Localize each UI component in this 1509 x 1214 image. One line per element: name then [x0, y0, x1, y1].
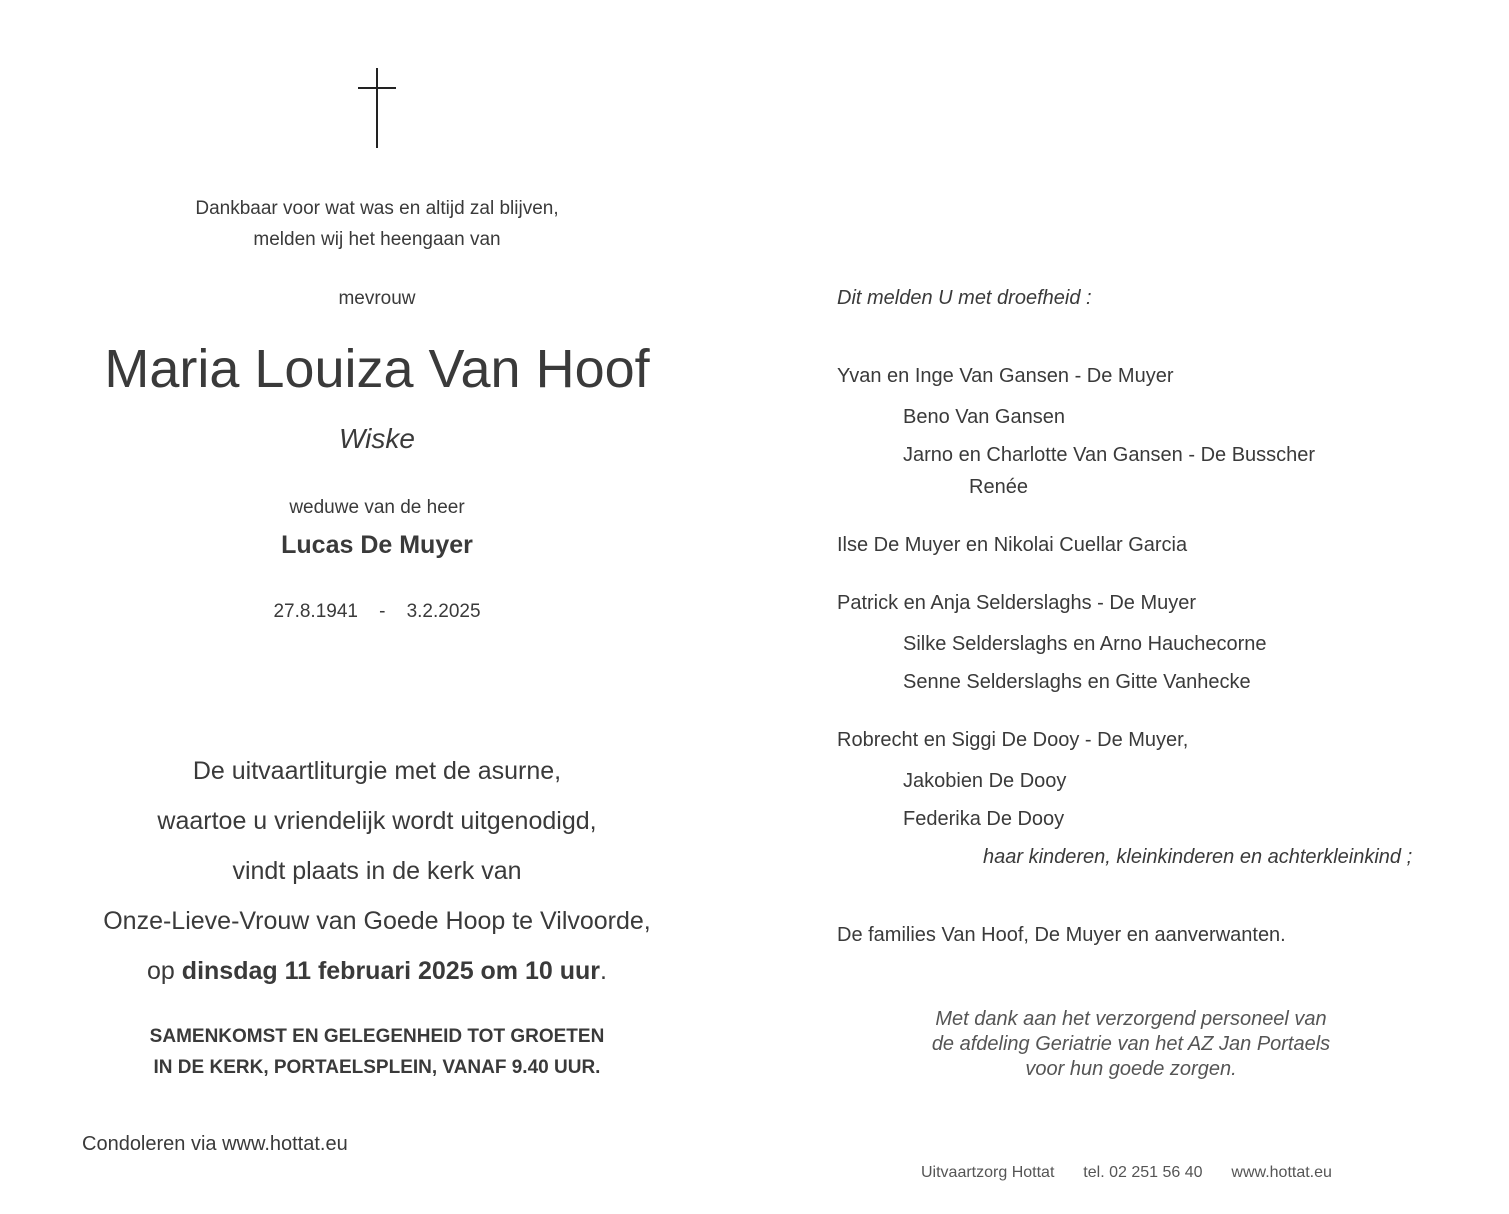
family-group-3-parent: Patrick en Anja Selderslaghs - De Muyer — [837, 592, 1197, 614]
condolence-link[interactable]: Condoleren via www.hottat.eu — [82, 1133, 348, 1155]
ceremony-date-suffix: . — [600, 957, 607, 985]
ceremony-line-1: De uitvaartliturgie met de asurne, — [192, 757, 562, 785]
life-dates — [60, 601, 694, 623]
family-group-4-child-2: Federika De Dooy — [903, 808, 1065, 830]
family-group-1-child-1: Beno Van Gansen — [903, 406, 1065, 428]
gathering-line-2: IN DE KERK, PORTAELSPLEIN, VANAF 9.40 UUR. — [153, 1057, 601, 1078]
ceremony-date-line — [60, 957, 694, 986]
birth-date: 27.8.1941 — [273, 601, 358, 622]
thanks-line-1: Met dank aan het verzorgend personeel van — [935, 1008, 1327, 1030]
family-group-4-parent: Robrecht en Siggi De Dooy - De Muyer, — [837, 729, 1189, 751]
family-group-3-child-1: Silke Selderslaghs en Arno Hauchecorne — [903, 633, 1267, 655]
family-group-1-parent: Yvan en Inge Van Gansen - De Muyer — [837, 365, 1174, 387]
intro-line-2: melden wij het heengaan van — [253, 229, 501, 250]
ceremony-line-2: waartoe u vriendelijk wordt uitgenodigd, — [157, 807, 597, 835]
funeral-home-footer — [921, 1164, 1332, 1182]
widow-text: weduwe van de heer — [289, 497, 465, 518]
family-group-4-child-1: Jakobien De Dooy — [903, 770, 1067, 792]
family-summary: haar kinderen, kleinkinderen en achterkleinkind ; — [983, 846, 1413, 868]
deceased-nickname: Wiske — [339, 423, 415, 454]
funeral-home-name: Uitvaartzorg Hottat — [921, 1164, 1055, 1181]
thanks-line-3: voor hun goede zorgen. — [1025, 1058, 1237, 1080]
thanks-line-2: de afdeling Geriatrie van het AZ Jan Portaels — [931, 1033, 1331, 1055]
family-group-1-child-2: Jarno en Charlotte Van Gansen - De Busscher — [903, 444, 1316, 466]
family-group-1-grandchild: Renée — [969, 476, 1028, 498]
ceremony-line-3: vindt plaats in de kerk van — [232, 857, 522, 885]
spouse-name: Lucas De Muyer — [281, 531, 473, 559]
extended-families: De families Van Hoof, De Muyer en aanverwanten. — [837, 924, 1286, 946]
funeral-home-phone: tel. 02 251 56 40 — [1083, 1164, 1203, 1181]
ceremony-date-prefix: op — [147, 957, 175, 985]
family-group-3-child-2: Senne Selderslaghs en Gitte Vanhecke — [903, 671, 1251, 693]
family-heading: Dit melden U met droefheid : — [837, 287, 1092, 309]
gathering-line-1: SAMENKOMST EN GELEGENHEID TOT GROETEN — [149, 1026, 605, 1047]
deceased-name: Maria Louiza Van Hoof — [104, 339, 650, 399]
date-separator: - — [379, 601, 386, 622]
honorific: mevrouw — [338, 288, 416, 309]
death-date: 3.2.2025 — [406, 601, 481, 622]
ceremony-line-4: Onze-Lieve-Vrouw van Goede Hoop te Vilvoorde, — [103, 907, 651, 935]
ceremony-date: dinsdag 11 februari 2025 om 10 uur — [181, 957, 601, 985]
intro-line-1: Dankbaar voor wat was en altijd zal blijven, — [195, 198, 559, 219]
family-group-2-parent: Ilse De Muyer en Nikolai Cuellar Garcia — [837, 534, 1188, 556]
funeral-home-website[interactable]: www.hottat.eu — [1231, 1164, 1332, 1181]
cross-icon — [358, 68, 396, 148]
